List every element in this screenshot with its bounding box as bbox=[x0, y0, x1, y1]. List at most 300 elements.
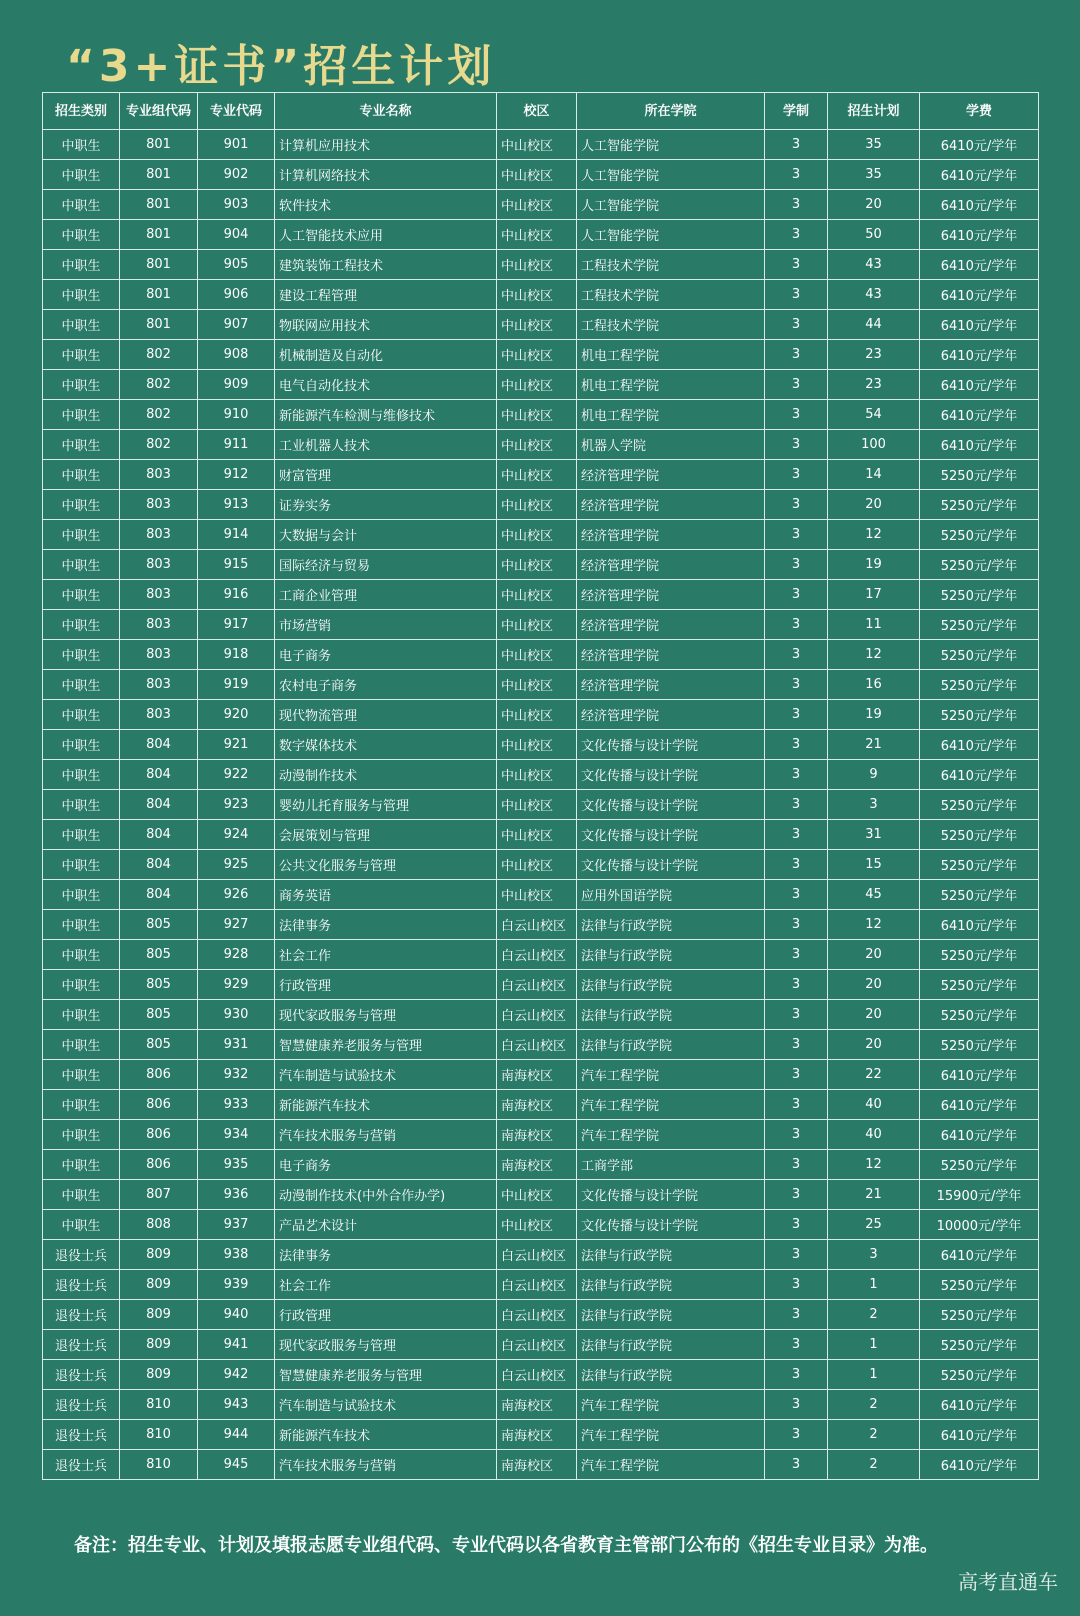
cell-enroll-type: 退役士兵 bbox=[43, 1390, 120, 1420]
cell-group-code: 802 bbox=[120, 430, 198, 460]
cell-enroll-type: 中职生 bbox=[43, 520, 120, 550]
cell-group-code: 802 bbox=[120, 340, 198, 370]
table-row bbox=[43, 430, 1039, 460]
cell-enroll-type: 中职生 bbox=[43, 340, 120, 370]
cell-group-code: 810 bbox=[120, 1450, 198, 1480]
cell-duration: 3 bbox=[765, 1360, 828, 1390]
cell-duration: 3 bbox=[765, 550, 828, 580]
header-duration: 学制 bbox=[765, 93, 828, 130]
cell-group-code: 809 bbox=[120, 1240, 198, 1270]
cell-group-code: 801 bbox=[120, 160, 198, 190]
table-row bbox=[43, 280, 1039, 310]
cell-campus: 白云山校区 bbox=[497, 1030, 577, 1060]
cell-major-code: 933 bbox=[198, 1090, 275, 1120]
cell-major-name: 新能源汽车技术 bbox=[275, 1090, 497, 1120]
cell-campus: 中山校区 bbox=[497, 400, 577, 430]
cell-major-code: 939 bbox=[198, 1270, 275, 1300]
cell-college: 汽车工程学院 bbox=[577, 1090, 765, 1120]
cell-enroll-type: 中职生 bbox=[43, 910, 120, 940]
cell-tuition: 5250元/学年 bbox=[920, 790, 1039, 820]
cell-campus: 南海校区 bbox=[497, 1090, 577, 1120]
cell-plan: 2 bbox=[828, 1300, 920, 1330]
cell-plan: 35 bbox=[828, 130, 920, 160]
cell-duration: 3 bbox=[765, 1390, 828, 1420]
cell-enroll-type: 退役士兵 bbox=[43, 1240, 120, 1270]
cell-campus: 南海校区 bbox=[497, 1120, 577, 1150]
cell-duration: 3 bbox=[765, 1270, 828, 1300]
cell-plan: 15 bbox=[828, 850, 920, 880]
cell-campus: 中山校区 bbox=[497, 730, 577, 760]
cell-duration: 3 bbox=[765, 1300, 828, 1330]
cell-plan: 3 bbox=[828, 1240, 920, 1270]
table-header-row bbox=[43, 93, 1039, 130]
cell-group-code: 803 bbox=[120, 460, 198, 490]
cell-campus: 中山校区 bbox=[497, 760, 577, 790]
cell-major-name: 行政管理 bbox=[275, 970, 497, 1000]
cell-plan: 23 bbox=[828, 340, 920, 370]
cell-major-code: 905 bbox=[198, 250, 275, 280]
cell-major-code: 913 bbox=[198, 490, 275, 520]
cell-major-name: 行政管理 bbox=[275, 1300, 497, 1330]
cell-group-code: 804 bbox=[120, 760, 198, 790]
cell-tuition: 6410元/学年 bbox=[920, 340, 1039, 370]
cell-major-code: 917 bbox=[198, 610, 275, 640]
cell-college: 经济管理学院 bbox=[577, 520, 765, 550]
cell-tuition: 5250元/学年 bbox=[920, 1330, 1039, 1360]
cell-enroll-type: 中职生 bbox=[43, 640, 120, 670]
cell-major-name: 智慧健康养老服务与管理 bbox=[275, 1030, 497, 1060]
cell-major-code: 916 bbox=[198, 580, 275, 610]
cell-duration: 3 bbox=[765, 1180, 828, 1210]
cell-major-name: 计算机网络技术 bbox=[275, 160, 497, 190]
cell-campus: 中山校区 bbox=[497, 820, 577, 850]
cell-duration: 3 bbox=[765, 160, 828, 190]
cell-enroll-type: 中职生 bbox=[43, 130, 120, 160]
cell-college: 机电工程学院 bbox=[577, 370, 765, 400]
cell-duration: 3 bbox=[765, 820, 828, 850]
cell-group-code: 805 bbox=[120, 910, 198, 940]
cell-college: 汽车工程学院 bbox=[577, 1390, 765, 1420]
cell-duration: 3 bbox=[765, 670, 828, 700]
cell-group-code: 802 bbox=[120, 400, 198, 430]
cell-college: 法律与行政学院 bbox=[577, 1000, 765, 1030]
cell-major-name: 证券实务 bbox=[275, 490, 497, 520]
cell-tuition: 5250元/学年 bbox=[920, 940, 1039, 970]
cell-group-code: 809 bbox=[120, 1360, 198, 1390]
cell-college: 法律与行政学院 bbox=[577, 1330, 765, 1360]
cell-enroll-type: 中职生 bbox=[43, 670, 120, 700]
cell-campus: 白云山校区 bbox=[497, 1000, 577, 1030]
table-row bbox=[43, 400, 1039, 430]
table-row bbox=[43, 880, 1039, 910]
cell-college: 工程技术学院 bbox=[577, 250, 765, 280]
cell-duration: 3 bbox=[765, 700, 828, 730]
cell-group-code: 803 bbox=[120, 700, 198, 730]
cell-campus: 中山校区 bbox=[497, 850, 577, 880]
cell-college: 汽车工程学院 bbox=[577, 1420, 765, 1450]
cell-group-code: 806 bbox=[120, 1060, 198, 1090]
table-row bbox=[43, 1090, 1039, 1120]
cell-college: 法律与行政学院 bbox=[577, 1300, 765, 1330]
cell-tuition: 6410元/学年 bbox=[920, 310, 1039, 340]
cell-campus: 白云山校区 bbox=[497, 1360, 577, 1390]
cell-group-code: 804 bbox=[120, 820, 198, 850]
cell-plan: 43 bbox=[828, 280, 920, 310]
admission-plan-table bbox=[42, 92, 1039, 1480]
cell-college: 应用外国语学院 bbox=[577, 880, 765, 910]
cell-enroll-type: 中职生 bbox=[43, 190, 120, 220]
cell-college: 经济管理学院 bbox=[577, 670, 765, 700]
table-body bbox=[43, 130, 1039, 1480]
header-enroll-type: 招生类别 bbox=[43, 93, 120, 130]
cell-group-code: 805 bbox=[120, 940, 198, 970]
cell-plan: 19 bbox=[828, 550, 920, 580]
cell-enroll-type: 中职生 bbox=[43, 1000, 120, 1030]
cell-college: 工程技术学院 bbox=[577, 310, 765, 340]
cell-plan: 23 bbox=[828, 370, 920, 400]
cell-major-name: 财富管理 bbox=[275, 460, 497, 490]
header-major-code: 专业代码 bbox=[198, 93, 275, 130]
cell-major-name: 工商企业管理 bbox=[275, 580, 497, 610]
cell-major-code: 940 bbox=[198, 1300, 275, 1330]
watermark-text: 高考直通车 bbox=[958, 1570, 1058, 1594]
cell-college: 工程技术学院 bbox=[577, 280, 765, 310]
cell-campus: 中山校区 bbox=[497, 460, 577, 490]
cell-duration: 3 bbox=[765, 370, 828, 400]
cell-major-code: 901 bbox=[198, 130, 275, 160]
cell-enroll-type: 中职生 bbox=[43, 760, 120, 790]
cell-campus: 中山校区 bbox=[497, 580, 577, 610]
cell-major-name: 新能源汽车检测与维修技术 bbox=[275, 400, 497, 430]
cell-group-code: 801 bbox=[120, 190, 198, 220]
cell-group-code: 805 bbox=[120, 1000, 198, 1030]
cell-duration: 3 bbox=[765, 790, 828, 820]
cell-plan: 14 bbox=[828, 460, 920, 490]
cell-duration: 3 bbox=[765, 1240, 828, 1270]
cell-tuition: 5250元/学年 bbox=[920, 820, 1039, 850]
table-row bbox=[43, 670, 1039, 700]
cell-enroll-type: 中职生 bbox=[43, 1030, 120, 1060]
cell-tuition: 6410元/学年 bbox=[920, 910, 1039, 940]
cell-plan: 35 bbox=[828, 160, 920, 190]
cell-major-name: 动漫制作技术(中外合作办学) bbox=[275, 1180, 497, 1210]
cell-group-code: 803 bbox=[120, 580, 198, 610]
table-row bbox=[43, 1300, 1039, 1330]
cell-college: 经济管理学院 bbox=[577, 580, 765, 610]
cell-major-name: 大数据与会计 bbox=[275, 520, 497, 550]
cell-tuition: 6410元/学年 bbox=[920, 190, 1039, 220]
cell-campus: 中山校区 bbox=[497, 220, 577, 250]
cell-tuition: 6410元/学年 bbox=[920, 1120, 1039, 1150]
cell-tuition: 6410元/学年 bbox=[920, 250, 1039, 280]
cell-group-code: 804 bbox=[120, 790, 198, 820]
header-college: 所在学院 bbox=[577, 93, 765, 130]
cell-major-code: 922 bbox=[198, 760, 275, 790]
cell-duration: 3 bbox=[765, 460, 828, 490]
cell-enroll-type: 退役士兵 bbox=[43, 1360, 120, 1390]
cell-college: 人工智能学院 bbox=[577, 160, 765, 190]
cell-group-code: 802 bbox=[120, 370, 198, 400]
cell-enroll-type: 退役士兵 bbox=[43, 1420, 120, 1450]
cell-campus: 中山校区 bbox=[497, 430, 577, 460]
cell-duration: 3 bbox=[765, 970, 828, 1000]
table-row bbox=[43, 310, 1039, 340]
cell-tuition: 6410元/学年 bbox=[920, 1240, 1039, 1270]
cell-major-name: 公共文化服务与管理 bbox=[275, 850, 497, 880]
cell-enroll-type: 中职生 bbox=[43, 400, 120, 430]
cell-major-name: 现代家政服务与管理 bbox=[275, 1330, 497, 1360]
cell-major-code: 923 bbox=[198, 790, 275, 820]
cell-college: 法律与行政学院 bbox=[577, 910, 765, 940]
cell-enroll-type: 退役士兵 bbox=[43, 1300, 120, 1330]
cell-major-code: 945 bbox=[198, 1450, 275, 1480]
cell-tuition: 6410元/学年 bbox=[920, 1090, 1039, 1120]
cell-enroll-type: 中职生 bbox=[43, 580, 120, 610]
table-row bbox=[43, 1120, 1039, 1150]
cell-plan: 19 bbox=[828, 700, 920, 730]
table-row bbox=[43, 250, 1039, 280]
table-row bbox=[43, 1360, 1039, 1390]
cell-campus: 中山校区 bbox=[497, 490, 577, 520]
cell-college: 汽车工程学院 bbox=[577, 1060, 765, 1090]
cell-major-code: 943 bbox=[198, 1390, 275, 1420]
cell-college: 文化传播与设计学院 bbox=[577, 1210, 765, 1240]
cell-plan: 2 bbox=[828, 1390, 920, 1420]
cell-campus: 中山校区 bbox=[497, 700, 577, 730]
table-row bbox=[43, 1270, 1039, 1300]
cell-campus: 南海校区 bbox=[497, 1150, 577, 1180]
cell-duration: 3 bbox=[765, 940, 828, 970]
cell-college: 机电工程学院 bbox=[577, 340, 765, 370]
cell-enroll-type: 中职生 bbox=[43, 370, 120, 400]
cell-major-name: 法律事务 bbox=[275, 1240, 497, 1270]
cell-plan: 21 bbox=[828, 730, 920, 760]
table-row bbox=[43, 910, 1039, 940]
cell-group-code: 810 bbox=[120, 1390, 198, 1420]
cell-tuition: 6410元/学年 bbox=[920, 1390, 1039, 1420]
cell-major-code: 934 bbox=[198, 1120, 275, 1150]
table-row bbox=[43, 820, 1039, 850]
cell-college: 法律与行政学院 bbox=[577, 1240, 765, 1270]
cell-major-name: 现代物流管理 bbox=[275, 700, 497, 730]
cell-tuition: 5250元/学年 bbox=[920, 1150, 1039, 1180]
cell-campus: 中山校区 bbox=[497, 520, 577, 550]
cell-tuition: 6410元/学年 bbox=[920, 760, 1039, 790]
cell-tuition: 5250元/学年 bbox=[920, 460, 1039, 490]
cell-enroll-type: 中职生 bbox=[43, 610, 120, 640]
cell-plan: 20 bbox=[828, 970, 920, 1000]
cell-major-name: 婴幼儿托育服务与管理 bbox=[275, 790, 497, 820]
cell-tuition: 5250元/学年 bbox=[920, 550, 1039, 580]
table-row bbox=[43, 190, 1039, 220]
cell-enroll-type: 中职生 bbox=[43, 730, 120, 760]
table-row bbox=[43, 1450, 1039, 1480]
cell-plan: 12 bbox=[828, 910, 920, 940]
cell-duration: 3 bbox=[765, 190, 828, 220]
cell-campus: 中山校区 bbox=[497, 640, 577, 670]
cell-group-code: 803 bbox=[120, 490, 198, 520]
cell-major-code: 926 bbox=[198, 880, 275, 910]
cell-tuition: 6410元/学年 bbox=[920, 1450, 1039, 1480]
cell-tuition: 6410元/学年 bbox=[920, 400, 1039, 430]
cell-enroll-type: 中职生 bbox=[43, 700, 120, 730]
table-row bbox=[43, 940, 1039, 970]
cell-plan: 25 bbox=[828, 1210, 920, 1240]
cell-plan: 31 bbox=[828, 820, 920, 850]
header-major-name: 专业名称 bbox=[275, 93, 497, 130]
cell-tuition: 6410元/学年 bbox=[920, 220, 1039, 250]
cell-major-code: 935 bbox=[198, 1150, 275, 1180]
table-row bbox=[43, 1390, 1039, 1420]
cell-group-code: 803 bbox=[120, 640, 198, 670]
cell-enroll-type: 中职生 bbox=[43, 460, 120, 490]
cell-major-code: 944 bbox=[198, 1420, 275, 1450]
cell-major-code: 918 bbox=[198, 640, 275, 670]
cell-tuition: 5250元/学年 bbox=[920, 880, 1039, 910]
cell-duration: 3 bbox=[765, 1150, 828, 1180]
cell-college: 文化传播与设计学院 bbox=[577, 850, 765, 880]
cell-group-code: 804 bbox=[120, 850, 198, 880]
cell-plan: 50 bbox=[828, 220, 920, 250]
table-row bbox=[43, 850, 1039, 880]
table-row bbox=[43, 730, 1039, 760]
cell-major-code: 909 bbox=[198, 370, 275, 400]
table-row bbox=[43, 1060, 1039, 1090]
remark-note: 备注：招生专业、计划及填报志愿专业组代码、专业代码以各省教育主管部门公布的《招生专业目录》为准。 bbox=[74, 1535, 938, 1556]
cell-tuition: 5250元/学年 bbox=[920, 1270, 1039, 1300]
cell-plan: 20 bbox=[828, 940, 920, 970]
cell-major-name: 社会工作 bbox=[275, 1270, 497, 1300]
cell-group-code: 804 bbox=[120, 880, 198, 910]
cell-major-code: 919 bbox=[198, 670, 275, 700]
table-row bbox=[43, 760, 1039, 790]
cell-duration: 3 bbox=[765, 640, 828, 670]
cell-campus: 白云山校区 bbox=[497, 1270, 577, 1300]
cell-major-code: 930 bbox=[198, 1000, 275, 1030]
table-row bbox=[43, 1180, 1039, 1210]
cell-enroll-type: 中职生 bbox=[43, 1210, 120, 1240]
cell-campus: 中山校区 bbox=[497, 880, 577, 910]
cell-tuition: 6410元/学年 bbox=[920, 130, 1039, 160]
cell-group-code: 803 bbox=[120, 670, 198, 700]
cell-plan: 20 bbox=[828, 490, 920, 520]
cell-campus: 白云山校区 bbox=[497, 910, 577, 940]
cell-major-code: 942 bbox=[198, 1360, 275, 1390]
cell-plan: 1 bbox=[828, 1330, 920, 1360]
table-row bbox=[43, 370, 1039, 400]
cell-plan: 21 bbox=[828, 1180, 920, 1210]
cell-duration: 3 bbox=[765, 1450, 828, 1480]
cell-major-code: 912 bbox=[198, 460, 275, 490]
cell-tuition: 5250元/学年 bbox=[920, 520, 1039, 550]
cell-enroll-type: 中职生 bbox=[43, 220, 120, 250]
cell-plan: 40 bbox=[828, 1090, 920, 1120]
cell-duration: 3 bbox=[765, 1210, 828, 1240]
cell-campus: 中山校区 bbox=[497, 160, 577, 190]
cell-group-code: 803 bbox=[120, 610, 198, 640]
cell-duration: 3 bbox=[765, 580, 828, 610]
cell-major-name: 商务英语 bbox=[275, 880, 497, 910]
table-row bbox=[43, 460, 1039, 490]
cell-major-name: 会展策划与管理 bbox=[275, 820, 497, 850]
cell-enroll-type: 中职生 bbox=[43, 310, 120, 340]
cell-campus: 白云山校区 bbox=[497, 970, 577, 1000]
cell-campus: 中山校区 bbox=[497, 370, 577, 400]
cell-campus: 中山校区 bbox=[497, 790, 577, 820]
cell-major-name: 汽车技术服务与营销 bbox=[275, 1450, 497, 1480]
cell-major-name: 软件技术 bbox=[275, 190, 497, 220]
cell-group-code: 803 bbox=[120, 520, 198, 550]
cell-major-name: 产品艺术设计 bbox=[275, 1210, 497, 1240]
cell-major-name: 汽车技术服务与营销 bbox=[275, 1120, 497, 1150]
cell-campus: 中山校区 bbox=[497, 610, 577, 640]
cell-major-code: 908 bbox=[198, 340, 275, 370]
cell-duration: 3 bbox=[765, 340, 828, 370]
cell-duration: 3 bbox=[765, 400, 828, 430]
cell-major-name: 法律事务 bbox=[275, 910, 497, 940]
cell-tuition: 5250元/学年 bbox=[920, 700, 1039, 730]
cell-duration: 3 bbox=[765, 1120, 828, 1150]
cell-enroll-type: 中职生 bbox=[43, 250, 120, 280]
table-row bbox=[43, 580, 1039, 610]
cell-plan: 44 bbox=[828, 310, 920, 340]
cell-major-code: 937 bbox=[198, 1210, 275, 1240]
cell-enroll-type: 中职生 bbox=[43, 280, 120, 310]
cell-major-code: 928 bbox=[198, 940, 275, 970]
cell-major-name: 工业机器人技术 bbox=[275, 430, 497, 460]
cell-group-code: 801 bbox=[120, 220, 198, 250]
cell-tuition: 5250元/学年 bbox=[920, 1300, 1039, 1330]
cell-major-name: 建筑装饰工程技术 bbox=[275, 250, 497, 280]
cell-group-code: 806 bbox=[120, 1120, 198, 1150]
cell-group-code: 806 bbox=[120, 1150, 198, 1180]
cell-major-name: 建设工程管理 bbox=[275, 280, 497, 310]
cell-group-code: 806 bbox=[120, 1090, 198, 1120]
cell-campus: 白云山校区 bbox=[497, 1240, 577, 1270]
cell-major-name: 汽车制造与试验技术 bbox=[275, 1390, 497, 1420]
cell-college: 文化传播与设计学院 bbox=[577, 730, 765, 760]
cell-major-name: 社会工作 bbox=[275, 940, 497, 970]
cell-duration: 3 bbox=[765, 250, 828, 280]
cell-enroll-type: 中职生 bbox=[43, 970, 120, 1000]
cell-plan: 54 bbox=[828, 400, 920, 430]
cell-campus: 中山校区 bbox=[497, 340, 577, 370]
cell-campus: 白云山校区 bbox=[497, 940, 577, 970]
cell-college: 人工智能学院 bbox=[577, 220, 765, 250]
cell-major-name: 新能源汽车技术 bbox=[275, 1420, 497, 1450]
cell-campus: 中山校区 bbox=[497, 250, 577, 280]
cell-major-code: 932 bbox=[198, 1060, 275, 1090]
cell-major-code: 929 bbox=[198, 970, 275, 1000]
cell-college: 法律与行政学院 bbox=[577, 970, 765, 1000]
cell-duration: 3 bbox=[765, 910, 828, 940]
table-row bbox=[43, 220, 1039, 250]
cell-major-name: 物联网应用技术 bbox=[275, 310, 497, 340]
cell-college: 人工智能学院 bbox=[577, 130, 765, 160]
cell-duration: 3 bbox=[765, 880, 828, 910]
cell-enroll-type: 中职生 bbox=[43, 490, 120, 520]
cell-duration: 3 bbox=[765, 130, 828, 160]
cell-college: 汽车工程学院 bbox=[577, 1120, 765, 1150]
cell-major-name: 农村电子商务 bbox=[275, 670, 497, 700]
page-title: “3+证书”招生计划 bbox=[66, 41, 496, 92]
cell-enroll-type: 中职生 bbox=[43, 880, 120, 910]
cell-duration: 3 bbox=[765, 1030, 828, 1060]
cell-college: 文化传播与设计学院 bbox=[577, 1180, 765, 1210]
cell-plan: 1 bbox=[828, 1360, 920, 1390]
cell-major-name: 现代家政服务与管理 bbox=[275, 1000, 497, 1030]
table-row bbox=[43, 160, 1039, 190]
